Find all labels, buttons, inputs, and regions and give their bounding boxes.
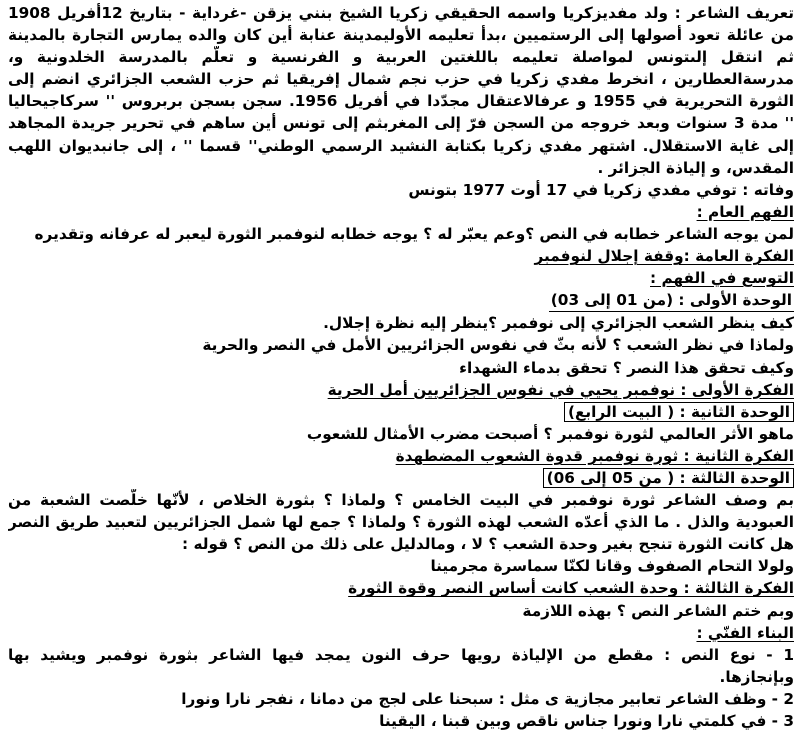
deeper-understanding-heading: [8, 267, 794, 289]
idea-three-text: الفكرة الثالثة : وحدة الشعب كانت أساس النصر وقوة الثورة: [348, 579, 794, 598]
poet-bio-line-4: مدرسةالعطارين ، انخرط مفدي زكريا في حزب نجم شمال إفريقيا ثم حزب الشعب الجزائري انضم إلى: [8, 70, 794, 89]
idea-three-line: [8, 577, 794, 599]
unit-three-heading: [8, 467, 794, 489]
unit-one-heading: [8, 289, 794, 312]
unit-one-question-3: وكيف تحقق هذا النصر ؟ تحقق بدماء الشهداء: [459, 358, 794, 377]
unit-two-heading-text: الوحدة الثانية : ( البيت الرابع): [564, 402, 794, 422]
unit-one-question-2: ولماذا في نظر الشعب ؟ لأنه بثّ في نفوس الجزائريين الأمل في النصر والحرية: [202, 336, 794, 355]
poet-bio-line-7: إلى غاية الاستقلال. اشتهر مفدي زكريا بكتابة النشيد الرسمي الوطني'' قسما '' ، إلى جانبديوان اللهب: [8, 136, 794, 155]
unit-three-question-1: بم وصف الشاعر ثورة نوفمبر في البيت الخامس ؟ ولماذا ؟ بثورة الخلاص ، لأنّها خلّصت الشعبة من: [8, 491, 794, 510]
poet-bio-line-8: المقدس، و إلياذة الجزائر .: [597, 158, 794, 177]
unit-two-heading: [8, 401, 794, 423]
artistic-structure-heading-text: البناء الفنّي :: [696, 623, 794, 642]
closing-question: وبم ختم الشاعر النص ؟ بهذه اللازمة: [522, 601, 794, 620]
poet-death-line: وفاته : توفي مفدي زكريا في 17 أوت 1977 بتونس: [408, 180, 794, 199]
idea-two-text: الفكرة الثانية : ثورة نوفمبر قدوة الشعوب المضطهدة: [395, 446, 794, 465]
general-understanding-question: لمن يوجه الشاعر خطابه في النص ؟وعم يعبّر له ؟ يوجه خطابه لنوفمبر الثورة ليعبر له عرفانه وتقديره: [34, 224, 794, 243]
unit-three-heading-text: الوحدة الثالثة : ( من 05 إلى 06): [543, 468, 794, 488]
general-idea-line: [8, 245, 794, 267]
artistic-point-1: 1 - نوع النص : مقطع من الإلياذة رويها حرف النون يمجد فيها الشاعر بثورة نوفمبر ويشيد بها: [8, 645, 794, 664]
idea-two-line: [8, 445, 794, 467]
artistic-point-2: 2 - وظف الشاعر تعابير مجازية ى مثل : سبحنا على لجج من دمانا ، نفجر نارا ونورا: [181, 689, 794, 708]
idea-one-line: [8, 379, 794, 401]
poet-bio-line-3: ثم انتقل إلىتونس لمواصلة تعليمه باللغتين العربية و الفرنسية و تعلّم بالمدرسة الخلدونية و،: [8, 48, 794, 67]
unit-three-question-2: العبودية والذل . ما الذي أعدّه الشعب لهذه الثورة ؟ ولماذا ؟ جمع لها شمل الجزائريين لتعبيد طريق النصر: [8, 513, 794, 532]
idea-one-text: الفكرة الأولى : نوفمبر يحيي في نفوس الجزائريين أمل الحرية: [327, 380, 794, 399]
deeper-understanding-heading-text: التوسع في الفهم :: [650, 269, 794, 288]
unit-one-question-1: كيف ينظر الشعب الجزائري إلى نوفمبر ؟ينظر إليه نظرة إجلال.: [323, 314, 794, 333]
poet-bio-line-1: تعريف الشاعر : ولد مفديزكريا واسمه الحقيقي زكريا الشيخ بنني يزقن -غرداية - بتاريخ 12أفريل 1908: [8, 4, 794, 22]
artistic-point-1-cont: وبإنجازها.: [719, 667, 794, 686]
artistic-structure-heading: [8, 622, 794, 644]
unit-one-heading-text: الوحدة الأولى : (من 01 إلى 03): [549, 289, 794, 312]
poet-bio-line-2: من عائلة تعود أصولها إلى الرستميين ،بدأ تعليمه الأوليمدينة عنابة أين كان والده يمارس التجارة بالمدينة: [8, 26, 794, 45]
poet-bio-line-5: الثورة التحريرية في 1955 و عرفالاعتقال مجدّدا في أفريل 1956. سجن بسجن بربروس '' سركاجيحاليا: [8, 92, 794, 111]
unit-two-question: ماهو الأثر العالمي لثورة نوفمبر ؟ أصبحت مضرب الأمثال للشعوب: [306, 424, 794, 443]
artistic-point-3: 3 - في كلمتي نارا ونورا جناس ناقص وبين قبنا ، اليقينا: [379, 712, 794, 730]
unit-three-question-3: هل كانت الثورة تنجح بغير وحدة الشعب ؟ لا ، ومالدليل على ذلك من النص ؟ قوله :: [182, 535, 794, 554]
general-idea-text: الفكرة العامة :وقفة إجلال لنوفمبر: [534, 247, 794, 266]
general-understanding-heading-text: الفهم العام :: [696, 202, 794, 221]
poem-verse-quote: ولولا التحام الصفوف وقانا لكنّا سماسرة مجرمينا: [430, 557, 794, 576]
general-understanding-heading: [8, 201, 794, 223]
poet-bio-line-6: '' مدة 3 سنوات وبعد خروجه من السجن فرّ إلى المغربثم إلى تونس أين ساهم في تحرير جريدة المجاهد: [8, 114, 794, 133]
